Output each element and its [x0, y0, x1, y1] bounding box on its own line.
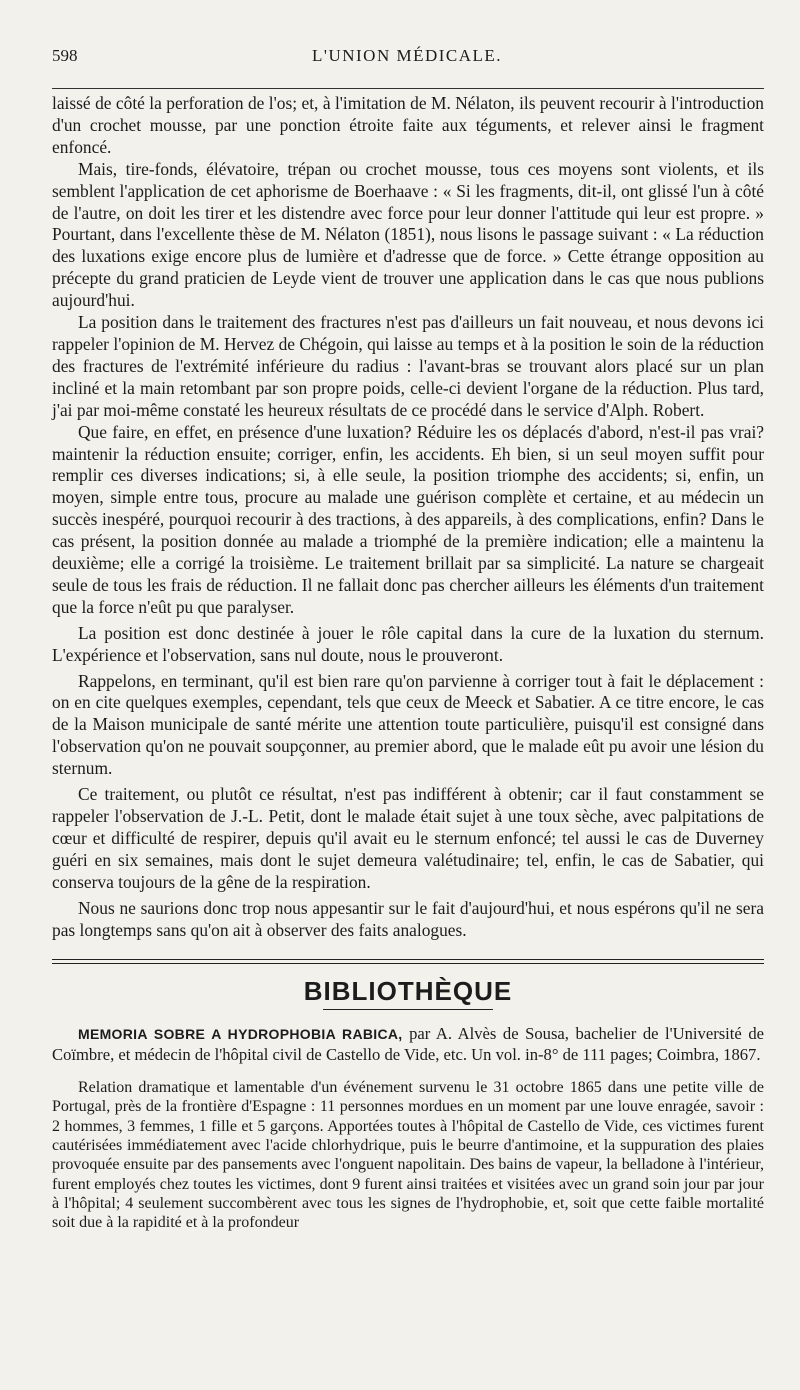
paragraph: Rappelons, en terminant, qu'il est bien rare qu'on parvienne à corriger tout à fait le déplacement : on en cite quelques exemples, cependant, tels que ceux de Meeck et Sabatier. A ce titre encore, le cas de la Maison municipale de santé mérite une attention toute particulière, puisqu'il est consigné dans l'observation qu'on ne pouvait soupçonner, au premier abord, que le malade eût pu avoir une lésion du sternum. — [52, 670, 764, 779]
paragraph: La position dans le traitement des fractures n'est pas d'ailleurs un fait nouveau, et nous devons ici rappeler l'opinion de M. Hervez de Chégoin, qui laisse au temps et à la position le soin de la réduction des fractures de l'extrémité inférieure du radius : l'avant-bras se trouvant alors placé sur un plan incliné et la main retombant par son propre poids, celle-ci devient l'organe de la réduction. Plus tard, j'ai par moi-même constaté les heureux résultats de ce procédé dans le service d'Alph. Robert. — [52, 312, 764, 420]
paragraph: La position est donc destinée à jouer le rôle capital dans la cure de la luxation du sternum. L'expérience et l'observation, sans nul doute, nous le prouveront. — [52, 622, 764, 665]
book-entry — [52, 1024, 764, 1066]
paragraph: Mais, tire-fonds, élévatoire, trépan ou crochet mousse, tous ces moyens sont violents, et ils semblent l'application de cet aphorisme de Boerhaave : « Si les fragments, dit-il, ont glissé l'un à côté de l'autre, on doit les tirer et les distendre avec force pour leur donner l'attitude qui leur est propre. » Pourtant, dans l'excellente thèse de M. Nélaton (1851), nous lisons le passage suivant : « La réduction des luxations exige encore plus de lumière et d'adresse que de force. » Cette étrange opposition au précepte du grand praticien de Leyde vient de trouver une application dans le cas que nous publions aujourd'hui. — [52, 158, 764, 311]
paragraph: Que faire, en effet, en présence d'une luxation? Réduire les os déplacés d'abord, n'est-il pas vrai? maintenir la réduction ensuite; corriger, enfin, les accidents. Eh bien, si un seul moyen suffit pour remplir ces diverses indications; si, à elle seule, la position triomphe des accidents; si, enfin, un moyen, simple entre tous, procure au malade une guérison complète et certaine, et au médecin un succès inespéré, pourquoi recourir à des tractions, à des appareils, à des complications, enfin? Dans le cas présent, la position donnée au malade a triomphé de la première indication; elle a maintenu la deuxième; elle a corrigé la troisième. Le traitement brillait par sa simplicité. La nature se chargeait seule de tous les frais de réduction. Il ne fallait donc pas chercher ailleurs les éléments d'un traitement que la force n'eût pu que paralyser. — [52, 421, 764, 617]
section-divider — [52, 959, 764, 964]
book-details: par A. Alvès de Sousa, bachelier de l'Université de Coïmbre, et médecin de l'hôpital civil de Castello de Vide, etc. Un vol. in-8° de 111 pages; Coimbra, 1867. — [52, 1024, 764, 1065]
paragraph: Ce traitement, ou plutôt ce résultat, n'est pas indifférent à obtenir; car il faut constamment se rappeler l'observation de J.-L. Petit, dont le malade était sujet à une toux sèche, avec palpitations de cœur et difficulté de respirer, depuis qu'il avait eu le sternum enfoncé; tel aussi le cas de Duverney guéri en six semaines, mais dont le sujet demeura valétudinaire; tel, enfin, le cas de Sabatier, qui conserva toujours de la gêne de la respiration. — [52, 784, 764, 892]
title-underline — [323, 1009, 493, 1010]
paragraph: Nous ne saurions donc trop nous appesantir sur le fait d'aujourd'hui, et nous espérons qu'il ne sera pas longtemps sans qu'on ait à observer des faits analogues. — [52, 897, 764, 940]
page-header — [52, 46, 764, 74]
page-number: 598 — [52, 46, 78, 65]
running-title: L'UNION MÉDICALE. — [312, 46, 503, 65]
section-title: BIBLIOTHÈQUE — [303, 976, 513, 1007]
review-paragraph: Relation dramatique et lamentable d'un événement survenu le 31 octobre 1865 dans une petite ville de Portugal, près de la frontière d'Espagne : 11 personnes mordues en un moment par une louve enragée, savoir : 2 hommes, 3 femmes, 1 fille et 5 garçons. Apportées toutes à l'hôpital de Castello de Vide, ces victimes furent cautérisées immédiatement avec l'acide chlorhydrique, puis le beurre d'antimoine, et la suppuration des plaies provoquée ensuite par des pansements avec l'onguent napolitain. Des bains de vapeur, la belladone à l'intérieur, furent employés chez toutes les victimes, dont 9 furent ainsi traitées et visitées avec un grand soin jour par jour à l'hôpital; 4 seulement succombèrent avec tous les signes de l'hydrophobie, et, soit que cette faible mortalité soit due à la rapidité et à la profondeur — [52, 1079, 764, 1232]
paragraph: laissé de côté la perforation de l'os; et, à l'imitation de M. Nélaton, ils peuvent recourir à l'introduction d'un crochet mousse, par une ponction étroite faite aux téguments, et relever ainsi le fragment enfoncé. — [52, 93, 764, 157]
book-title: MEMORIA SOBRE A HYDROPHOBIA RABICA, — [78, 1026, 403, 1043]
article-body — [52, 93, 764, 941]
header-rule — [52, 88, 764, 89]
document-page — [52, 46, 764, 1232]
